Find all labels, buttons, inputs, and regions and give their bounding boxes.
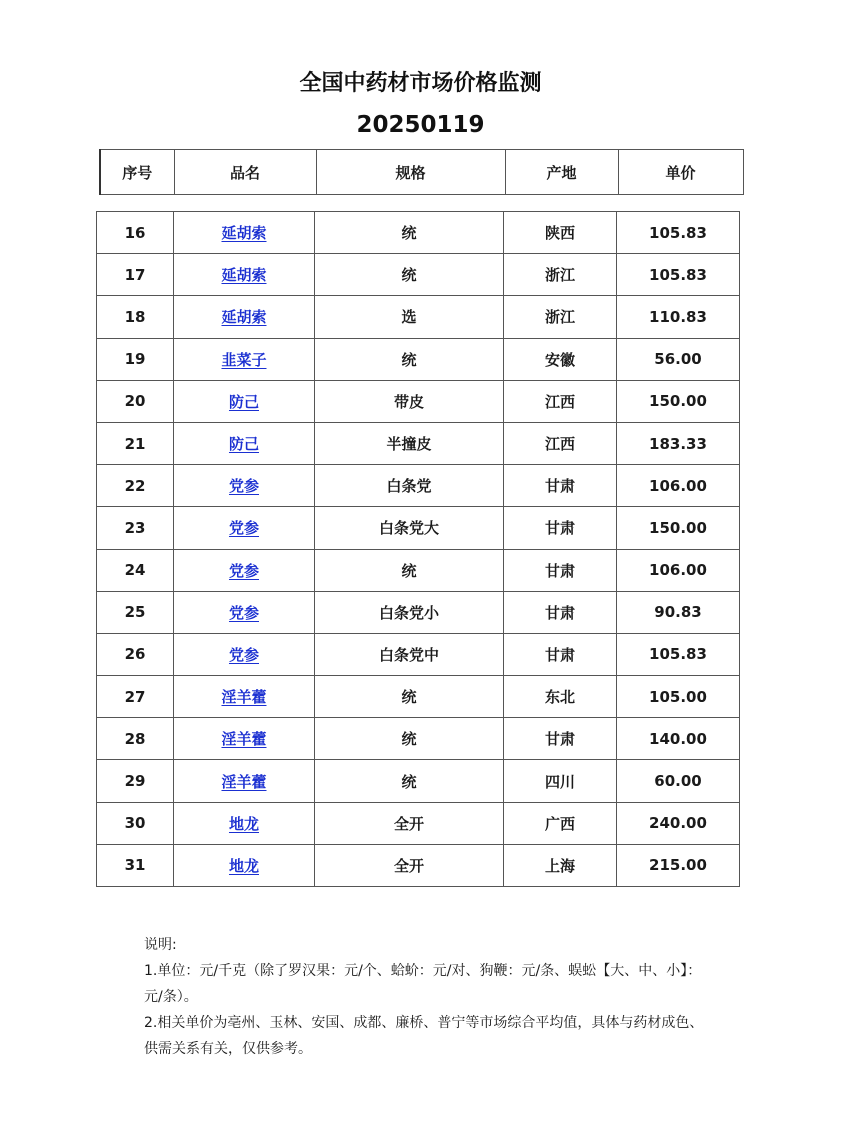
row-price: [617, 465, 740, 507]
herb-name-link[interactable]: 党参: [228, 645, 259, 664]
row-origin: [504, 422, 617, 464]
row-spec-value: 白条党大: [378, 519, 439, 538]
row-origin-value: 江西: [544, 435, 575, 454]
row-origin-value: 上海: [544, 856, 575, 875]
column-header-price: 单价: [618, 150, 743, 195]
herb-name-link[interactable]: 党参: [228, 603, 259, 622]
herb-name-link[interactable]: 延胡索: [221, 224, 267, 243]
row-spec-value: 统: [401, 561, 417, 580]
row-price-value: 240.00: [649, 814, 707, 833]
row-no: [97, 422, 174, 464]
row-spec-value: 白条党: [386, 477, 432, 496]
row-price: [617, 844, 740, 886]
row-no: [97, 338, 174, 380]
row-no: [97, 591, 174, 633]
row-spec-value: 统: [401, 730, 417, 749]
row-spec: [315, 549, 504, 591]
row-price-value: 105.83: [649, 265, 707, 284]
row-no-value: 18: [124, 307, 146, 326]
row-price-value: 60.00: [654, 772, 702, 791]
row-origin-value: 浙江: [544, 308, 575, 327]
table-row: [97, 633, 740, 675]
row-name-cell: [174, 549, 315, 591]
row-price: [617, 296, 740, 338]
table-row: [97, 676, 740, 718]
row-origin: [504, 844, 617, 886]
column-header-no: 序号: [100, 150, 174, 195]
row-no-value: 26: [124, 645, 146, 664]
table-row: [97, 254, 740, 296]
row-name-cell: [174, 844, 315, 886]
row-price-value: 150.00: [649, 392, 707, 411]
row-no-value: 19: [124, 350, 146, 369]
row-origin-value: 四川: [544, 772, 575, 791]
row-spec: [315, 422, 504, 464]
report-date: 20250119: [356, 112, 485, 138]
row-origin-value: 甘肃: [544, 603, 575, 622]
row-origin: [504, 507, 617, 549]
row-origin: [504, 802, 617, 844]
row-spec-value: 白条党小: [378, 603, 439, 622]
row-name-cell: [174, 507, 315, 549]
row-price-value: 90.83: [654, 603, 702, 622]
row-no-value: 23: [124, 518, 146, 537]
row-name-cell: [174, 633, 315, 675]
row-origin: [504, 549, 617, 591]
row-name-cell: [174, 380, 315, 422]
row-spec-value: 半撞皮: [386, 435, 432, 454]
column-header-table: [99, 149, 744, 195]
column-header-spec: 规格: [316, 150, 505, 195]
table-row: [97, 212, 740, 254]
row-name-cell: [174, 802, 315, 844]
row-price: [617, 676, 740, 718]
herb-name-link[interactable]: 防己: [228, 435, 259, 454]
row-no: [97, 633, 174, 675]
row-no-value: 24: [124, 561, 146, 580]
row-origin-value: 陕西: [544, 224, 575, 243]
row-no: [97, 760, 174, 802]
row-origin-value: 东北: [544, 688, 575, 707]
row-name-cell: [174, 338, 315, 380]
herb-name-link[interactable]: 延胡索: [221, 308, 267, 327]
row-price-value: 105.83: [649, 223, 707, 242]
row-origin-value: 安徽: [544, 350, 575, 369]
herb-name-link[interactable]: 防己: [228, 392, 259, 411]
row-price-value: 106.00: [649, 476, 707, 495]
row-name-cell: [174, 254, 315, 296]
row-price-value: 105.00: [649, 687, 707, 706]
row-price-value: 56.00: [654, 350, 702, 369]
row-name-cell: [174, 676, 315, 718]
row-origin-value: 广西: [544, 814, 575, 833]
table-row: [97, 718, 740, 760]
row-origin: [504, 380, 617, 422]
table-row: [97, 591, 740, 633]
row-price: [617, 802, 740, 844]
row-spec-value: 全开: [393, 856, 424, 875]
row-no-value: 29: [124, 772, 146, 791]
row-price: [617, 718, 740, 760]
row-name-cell: [174, 718, 315, 760]
table-row: [97, 296, 740, 338]
row-no: [97, 465, 174, 507]
row-spec: [315, 296, 504, 338]
row-price-value: 110.83: [649, 307, 707, 326]
table-row: [97, 507, 740, 549]
herb-name-link[interactable]: 党参: [228, 519, 259, 538]
row-spec: [315, 676, 504, 718]
herb-name-link[interactable]: 淫羊藿: [221, 688, 267, 707]
row-spec-value: 全开: [393, 814, 424, 833]
herb-name-link[interactable]: 淫羊藿: [221, 772, 267, 791]
row-no: [97, 212, 174, 254]
row-spec-value: 统: [401, 224, 417, 243]
notes-line-2: 2.相关单价为亳州、玉林、安国、成都、廉桥、普宁等市场综合平均值，具体与药材成色、供需关系有关，仅供参考。: [144, 1015, 704, 1057]
row-spec-value: 统: [401, 350, 417, 369]
row-price: [617, 254, 740, 296]
row-no: [97, 296, 174, 338]
row-price: [617, 380, 740, 422]
row-price: [617, 760, 740, 802]
row-no-value: 27: [124, 687, 146, 706]
row-spec: [315, 507, 504, 549]
row-price-value: 150.00: [649, 518, 707, 537]
row-no-value: 31: [124, 856, 146, 875]
table-row: [97, 802, 740, 844]
row-origin-value: 甘肃: [544, 730, 575, 749]
row-no: [97, 507, 174, 549]
notes-line-1: 1.单位：元/千克（除了罗汉果：元/个、蛤蚧：元/对、狗鞭：元/条、蜈蚣【大、中、小】：元/条）。: [144, 963, 702, 1005]
row-spec-value: 统: [401, 772, 417, 791]
row-price: [617, 338, 740, 380]
column-header-origin: 产地: [505, 150, 618, 195]
row-origin: [504, 676, 617, 718]
row-name-cell: [174, 296, 315, 338]
row-origin: [504, 212, 617, 254]
row-no-value: 22: [124, 476, 146, 495]
notes-heading: 说明:: [144, 937, 177, 953]
row-origin: [504, 254, 617, 296]
row-spec: [315, 338, 504, 380]
row-origin: [504, 591, 617, 633]
herb-name-link[interactable]: 党参: [228, 561, 259, 580]
herb-name-link[interactable]: 地龙: [228, 814, 259, 833]
table-row: [97, 422, 740, 464]
price-table: [96, 211, 740, 887]
row-no-value: 30: [124, 814, 146, 833]
row-spec: [315, 760, 504, 802]
row-spec-value: 统: [401, 688, 417, 707]
notes-section: [144, 932, 704, 1062]
row-origin-value: 甘肃: [544, 561, 575, 580]
table-row: [97, 760, 740, 802]
row-origin-value: 甘肃: [544, 477, 575, 496]
row-no: [97, 844, 174, 886]
row-price: [617, 633, 740, 675]
row-name-cell: [174, 760, 315, 802]
row-price: [617, 507, 740, 549]
row-no-value: 28: [124, 729, 146, 748]
row-spec: [315, 380, 504, 422]
row-origin: [504, 718, 617, 760]
table-row: [97, 380, 740, 422]
table-row: [97, 465, 740, 507]
row-spec: [315, 718, 504, 760]
row-no-value: 21: [124, 434, 146, 453]
row-origin-value: 江西: [544, 392, 575, 411]
row-spec-value: 统: [401, 266, 417, 285]
row-origin-value: 甘肃: [544, 519, 575, 538]
herb-name-link[interactable]: 韭菜子: [221, 350, 267, 369]
row-origin: [504, 633, 617, 675]
row-name-cell: [174, 591, 315, 633]
row-no: [97, 718, 174, 760]
row-no: [97, 380, 174, 422]
row-spec: [315, 844, 504, 886]
row-spec: [315, 254, 504, 296]
row-origin: [504, 465, 617, 507]
row-spec: [315, 591, 504, 633]
row-no: [97, 549, 174, 591]
row-spec: [315, 633, 504, 675]
row-price: [617, 212, 740, 254]
row-price: [617, 591, 740, 633]
table-row: [97, 549, 740, 591]
row-price: [617, 549, 740, 591]
row-origin: [504, 296, 617, 338]
row-price-value: 105.83: [649, 645, 707, 664]
table-row: [97, 844, 740, 886]
row-origin-value: 浙江: [544, 266, 575, 285]
row-origin-value: 甘肃: [544, 645, 575, 664]
row-spec: [315, 212, 504, 254]
herb-name-link[interactable]: 地龙: [228, 856, 259, 875]
row-no-value: 17: [124, 265, 146, 284]
herb-name-link[interactable]: 延胡索: [221, 266, 267, 285]
row-spec-value: 白条党中: [378, 645, 439, 664]
header-row: [100, 150, 743, 195]
row-origin: [504, 338, 617, 380]
row-no: [97, 802, 174, 844]
row-price-value: 183.33: [649, 434, 707, 453]
row-price: [617, 422, 740, 464]
row-no-value: 25: [124, 603, 146, 622]
column-header-name: 品名: [174, 150, 316, 195]
row-no-value: 20: [124, 392, 146, 411]
row-no-value: 16: [124, 223, 146, 242]
row-spec-value: 选: [401, 308, 417, 327]
row-no: [97, 254, 174, 296]
page-title: 全国中药材市场价格监测: [299, 71, 542, 96]
row-price-value: 215.00: [649, 856, 707, 875]
row-name-cell: [174, 212, 315, 254]
herb-name-link[interactable]: 党参: [228, 477, 259, 496]
row-no: [97, 676, 174, 718]
table-row: [97, 338, 740, 380]
herb-name-link[interactable]: 淫羊藿: [221, 730, 267, 749]
row-origin: [504, 760, 617, 802]
row-name-cell: [174, 422, 315, 464]
row-spec: [315, 802, 504, 844]
row-price-value: 106.00: [649, 561, 707, 580]
row-spec: [315, 465, 504, 507]
row-price-value: 140.00: [649, 729, 707, 748]
row-name-cell: [174, 465, 315, 507]
row-spec-value: 带皮: [393, 392, 424, 411]
